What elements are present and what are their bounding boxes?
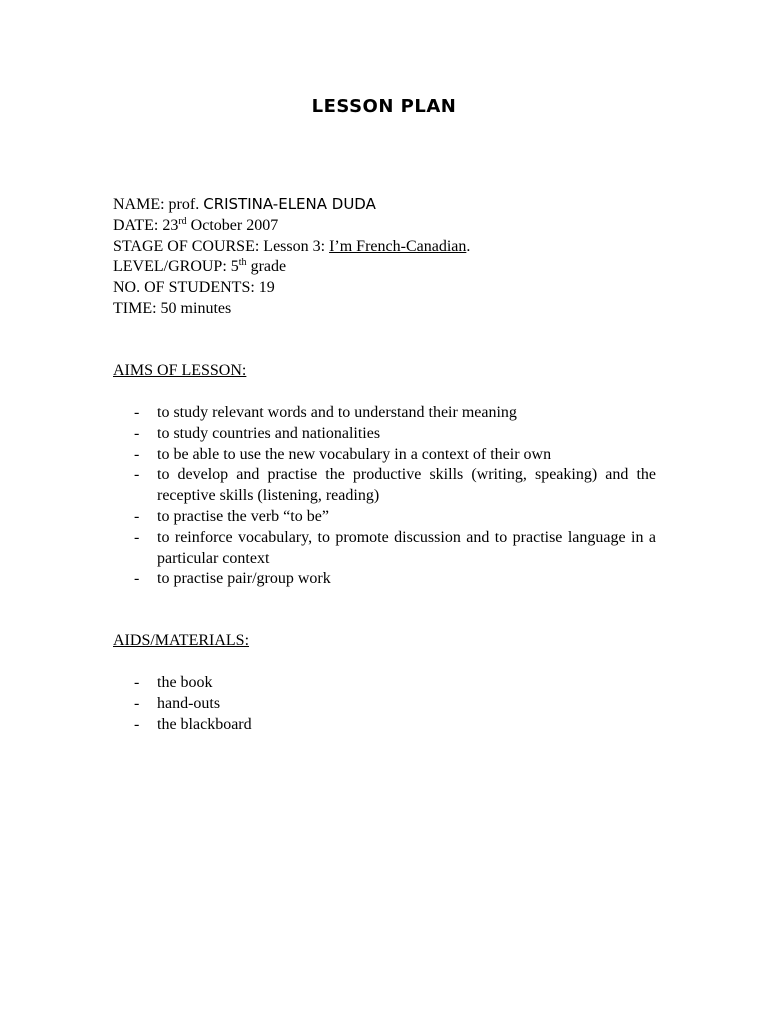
- list-item-text: hand-outs: [157, 694, 221, 712]
- list-item-text: to develop and practise the productive skills (writing, speaking) and the receptive skills (listening, reading): [157, 466, 656, 505]
- date-label: DATE: 23: [113, 216, 179, 234]
- document-title: LESSON PLAN: [311, 96, 457, 117]
- lesson-info: [113, 194, 470, 320]
- aids-heading: AIDS/MATERIALS:: [113, 632, 250, 649]
- list-item-text: to study relevant words and to understand their meaning: [157, 404, 517, 421]
- name-label: NAME: prof.: [113, 196, 200, 213]
- bullet-dash: -: [134, 674, 140, 691]
- students-line: NO. OF STUDENTS: 19: [113, 279, 275, 297]
- stage-label: STAGE OF COURSE: Lesson 3:: [113, 237, 330, 255]
- list-item-text: to practise the verb “to be”: [157, 507, 329, 525]
- list-item-text: the book: [157, 674, 213, 691]
- bullet-dash: -: [134, 694, 140, 712]
- bullet-dash: -: [134, 466, 140, 484]
- level-ordinal: th: [238, 257, 247, 269]
- bullet-dash: -: [134, 424, 140, 442]
- list-item: [113, 424, 656, 445]
- stage-line: [113, 237, 470, 258]
- bullet-dash: -: [134, 570, 140, 588]
- list-item: [113, 673, 656, 694]
- date-ordinal: rd: [178, 215, 187, 227]
- stage-end: .: [466, 237, 471, 255]
- list-item: [113, 507, 656, 528]
- list-item-text: to practise pair/group work: [157, 570, 331, 588]
- lesson-title: I’m French-Canadian: [329, 237, 467, 255]
- list-item: [113, 465, 656, 507]
- date-rest: October 2007: [186, 216, 279, 234]
- list-item-text: to reinforce vocabulary, to promote discussion and to practise language in a particular context: [157, 528, 656, 567]
- level-label: LEVEL/GROUP: 5: [113, 258, 239, 276]
- time-line: TIME: 50 minutes: [113, 299, 232, 317]
- bullet-dash: -: [134, 715, 140, 733]
- list-item: [113, 694, 656, 715]
- date-line: [113, 216, 470, 237]
- list-item-text: to study countries and nationalities: [157, 424, 381, 442]
- bullet-dash: -: [134, 445, 140, 463]
- aids-list: [113, 673, 656, 735]
- aims-heading: AIMS OF LESSON:: [113, 362, 247, 379]
- list-item: [113, 403, 656, 424]
- list-item: [113, 715, 656, 736]
- list-item: [113, 569, 656, 590]
- bullet-dash: -: [134, 404, 140, 421]
- list-item: [113, 528, 656, 570]
- list-item-text: to be able to use the new vocabulary in a context of their own: [157, 445, 552, 463]
- aims-list: [113, 403, 656, 590]
- list-item: [113, 445, 656, 466]
- level-line: [113, 257, 470, 278]
- bullet-dash: -: [134, 507, 140, 525]
- level-rest: grade: [246, 258, 287, 276]
- bullet-dash: -: [134, 528, 140, 546]
- name-line: [113, 194, 470, 216]
- list-item-text: the blackboard: [157, 715, 252, 733]
- teacher-name: CRISTINA-ELENA DUDA: [203, 195, 376, 213]
